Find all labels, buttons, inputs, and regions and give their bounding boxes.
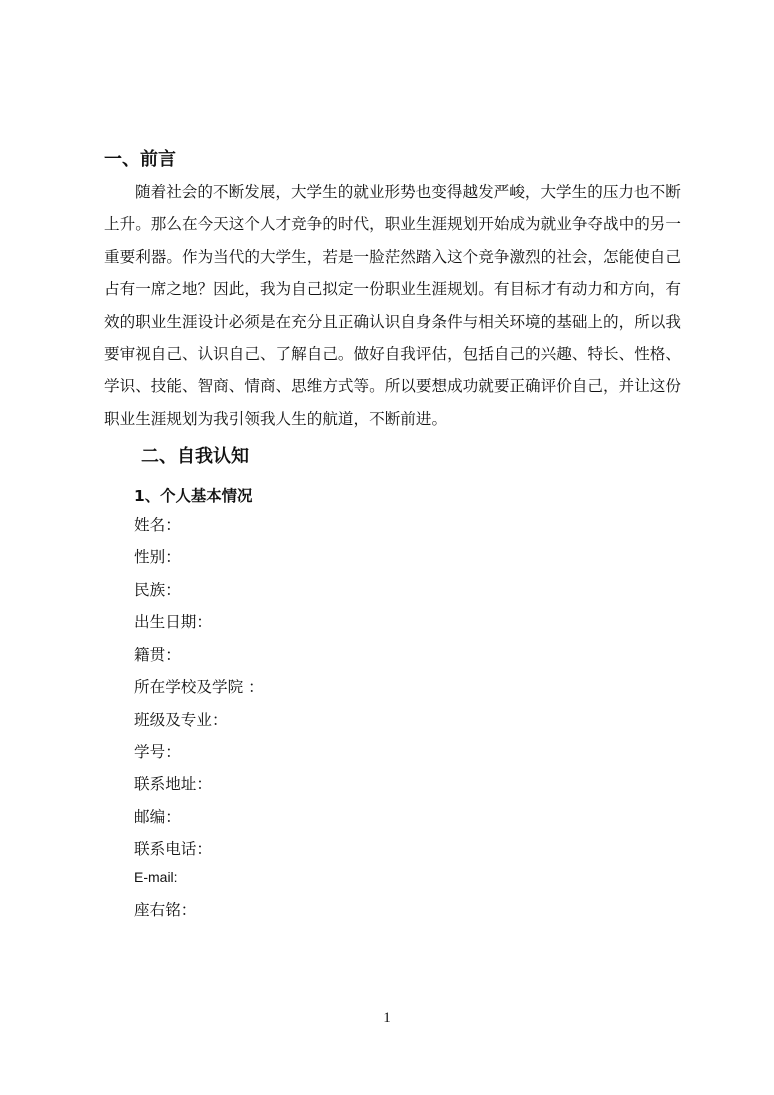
paragraph-line: 重要利器。作为当代的大学生，若是一脸茫然踏入这个竞争激烈的社会，怎能使自己 [104,247,681,266]
field-school-college: 所在学校及学院 ： [134,678,264,696]
page-number: 1 [383,1010,391,1026]
field-phone: 联系电话： [134,840,212,858]
field-birth-date: 出生日期： [134,613,212,631]
field-motto: 座右铭： [134,901,197,919]
field-student-id: 学号： [134,743,181,761]
paragraph-line: 随着社会的不断发展，大学生的就业形势也变得越发严峻，大学生的压力也不断 [135,183,681,201]
preface-paragraph [104,176,680,435]
field-gender: 性别： [134,548,181,566]
section-heading-preface: 一、前言 [104,149,176,170]
field-email: E-mail: [134,869,178,885]
subsection-heading-basic-info: 1、个人基本情况 [134,487,253,505]
field-class-major: 班级及专业： [134,711,228,729]
paragraph-line: 职业生涯规划为我引领我人生的航道，不断前进。 [104,409,448,428]
field-ethnicity: 民族： [134,581,181,599]
paragraph-line: 效的职业生涯设计必须是在充分且正确认识自身条件与相关环境的基础上的，所以我 [104,312,681,331]
paragraph-line: 要审视自己、认识自己、了解自己。做好自我评估，包括自己的兴趣、特长、性格、 [104,345,681,364]
paragraph-line: 上升。那么在今天这个人才竞争的时代，职业生涯规划开始成为就业争夺战中的另一 [104,215,681,234]
field-native-place: 籍贯： [134,646,181,664]
paragraph-line: 学识、技能、智商、情商、思维方式等。所以要想成功就要正确评价自己，并让这份 [104,377,681,396]
field-name: 姓名： [134,516,181,534]
section-heading-self-awareness: 二、自我认知 [141,446,249,467]
paragraph-line: 占有一席之地？因此，我为自己拟定一份职业生涯规划。有目标才有动力和方向，有 [104,280,681,299]
field-address: 联系地址： [134,775,212,793]
field-postcode: 邮编： [134,808,181,826]
